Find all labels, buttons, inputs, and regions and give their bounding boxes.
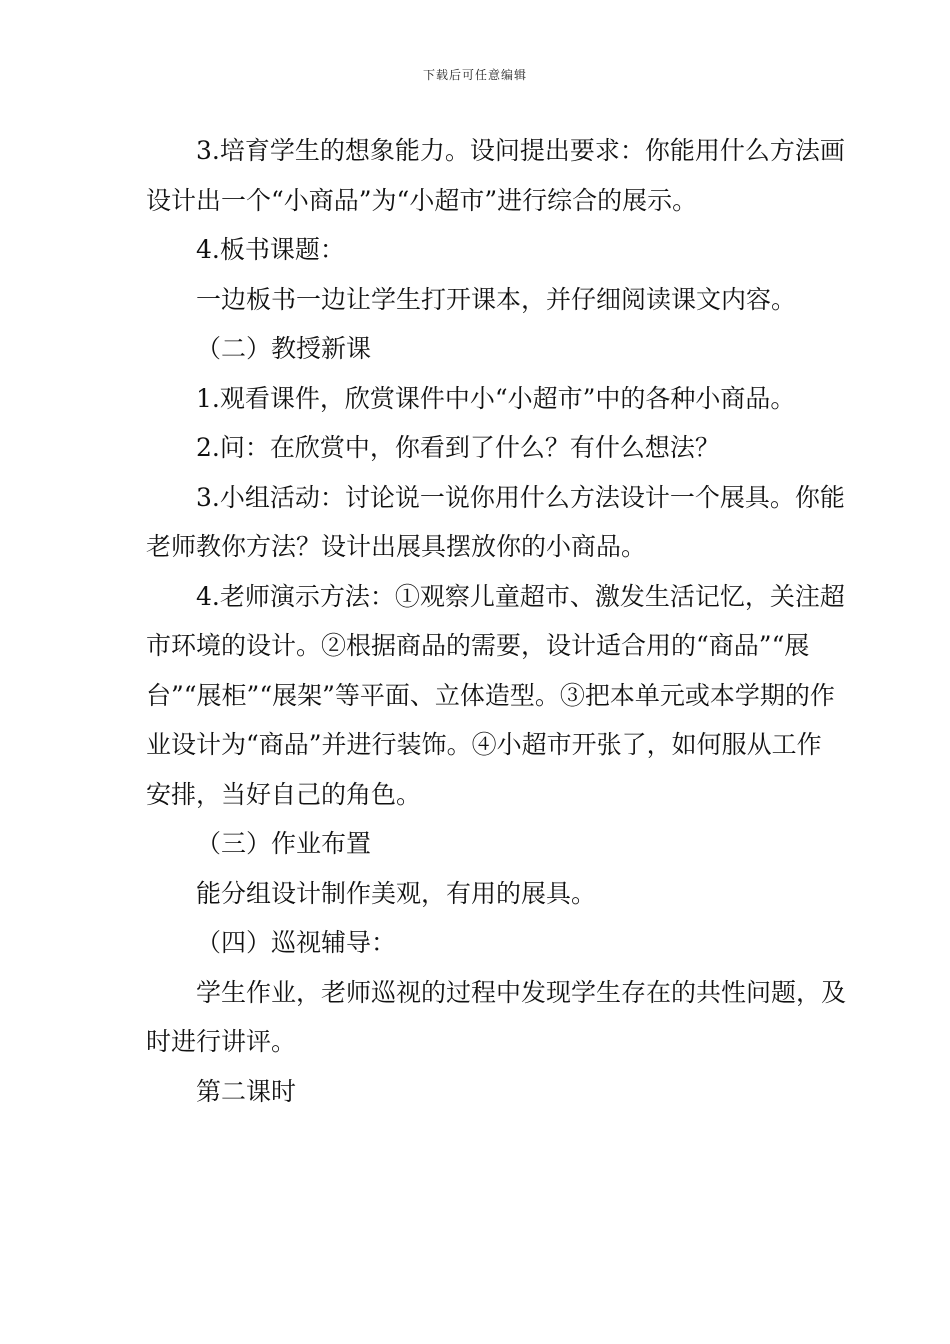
section-heading-new-lesson: （二）教授新课 (196, 334, 372, 363)
paragraph-second-lesson: 第二课时 (196, 1076, 297, 1106)
section-heading-homework: （三）作业布置 (196, 829, 372, 858)
page-header: 下载后可任意编辑 (422, 68, 527, 82)
document-body (146, 126, 846, 1116)
paragraph-question: 2.问：在欣赏中，你看到了什么？有什么想法？ (196, 433, 720, 462)
paragraph-teacher-demo: 4.老师演示方法：①观察儿童超市、激发生活记忆，关注超市环境的设计。②根据商品的需要，设计适合用的“商品”“展台”“展柜”“展架”等平面、立体造型。③把本单元或本学期的作业设计为“商品”并进行装饰。④小超市开张了，如何服从工作安排，当好自己的角色。 (146, 581, 845, 809)
paragraph-group-activity: 3.小组活动：讨论说一说你用什么方法设计一个展具。你能老师教你方法？设计出展具摆放你的小商品。 (146, 482, 845, 561)
section-heading-guidance: （四）巡视辅导： (196, 928, 397, 957)
paragraph-homework: 能分组设计制作美观，有用的展具。 (196, 878, 597, 908)
paragraph-imagination: 3.培育学生的想象能力。设问提出要求：你能用什么方法画设计出一个“小商品”为“小超市”进行综合的展示。 (146, 136, 845, 215)
paragraph-watch-courseware: 1.观看课件，欣赏课件中小“小超市”中的各种小商品。 (196, 383, 796, 413)
paragraph-open-textbook: 一边板书一边让学生打开课本，并仔细阅读课文内容。 (196, 284, 797, 314)
paragraph-board-title: 4.板书课题： (196, 235, 345, 264)
paragraph-guidance: 学生作业，老师巡视的过程中发现学生存在的共性问题，及时进行讲评。 (146, 977, 847, 1056)
